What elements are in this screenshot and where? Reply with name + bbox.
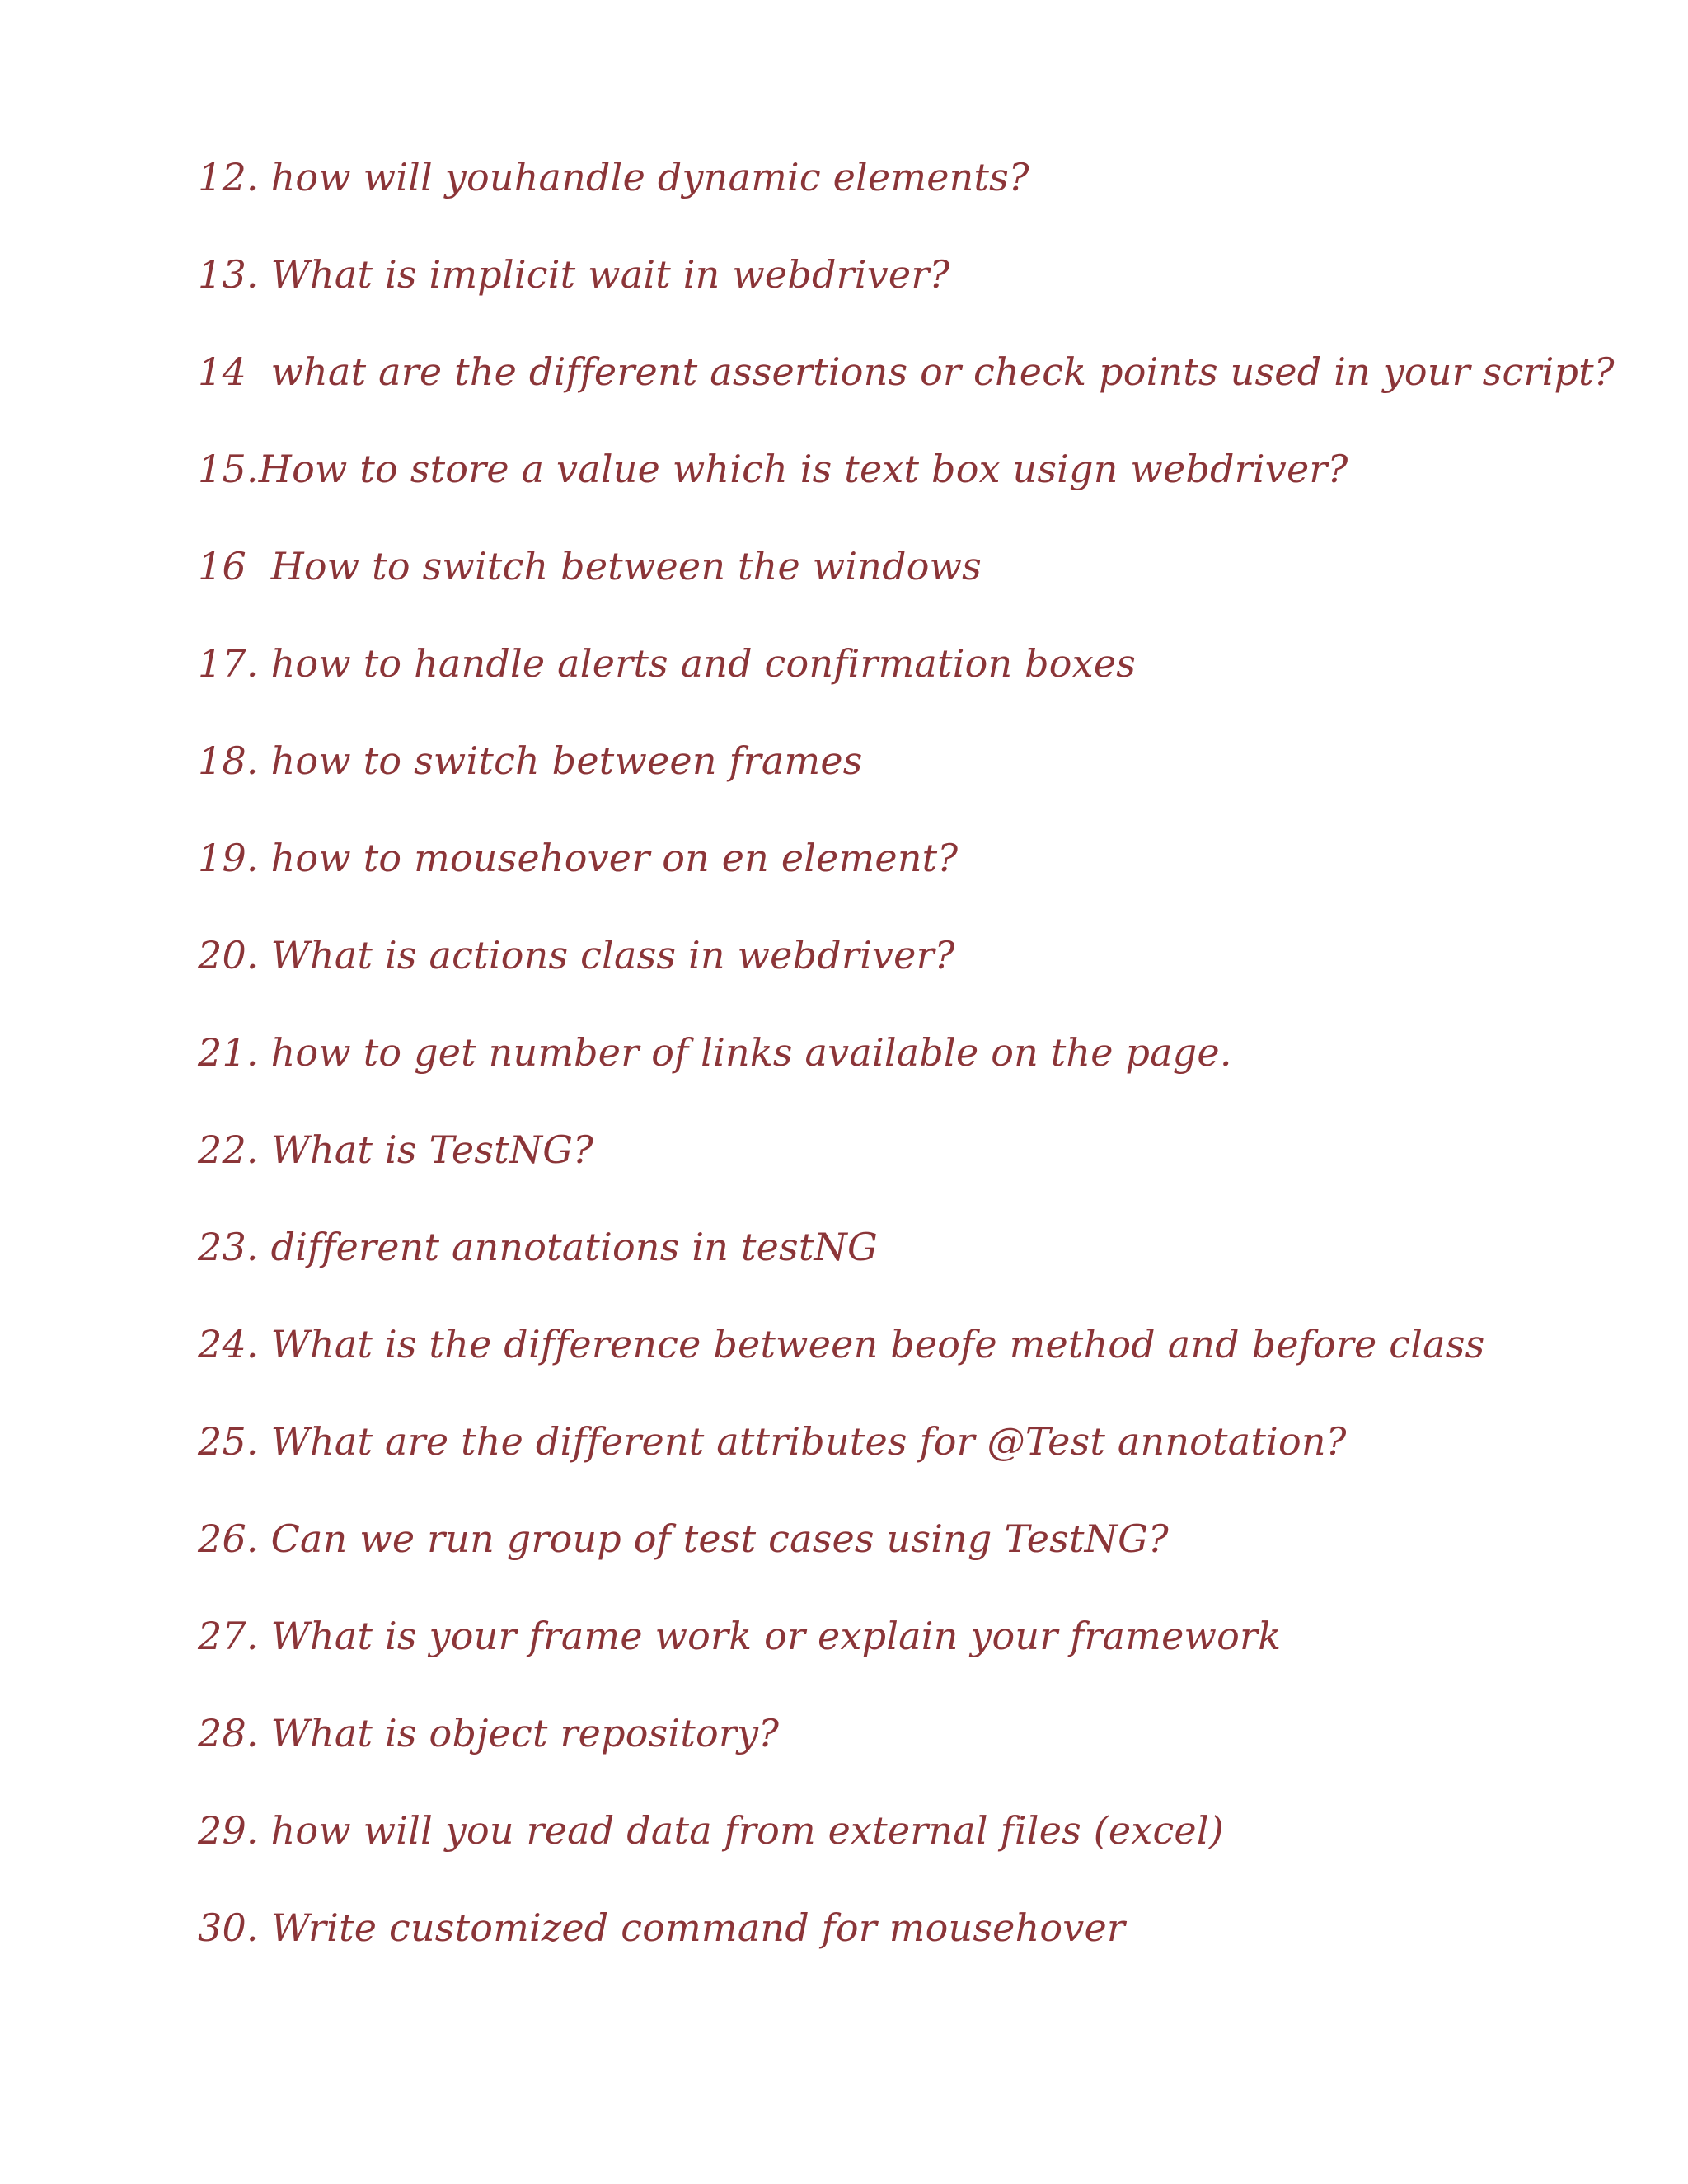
question-19: 19. how to mousehover on en element? [198, 836, 959, 880]
question-26: 26. Can we run group of test cases using TestNG? [198, 1516, 1169, 1561]
question-22: 22. What is TestNG? [198, 1127, 594, 1172]
question-21: 21. how to get number of links available on the page. [198, 1030, 1232, 1075]
question-30: 30. Write customized command for mousehover [198, 1905, 1126, 1950]
question-23: 23. different annotations in testNG [198, 1225, 878, 1269]
question-18: 18. how to switch between frames [198, 738, 863, 783]
question-29: 29. how will you read data from external files (excel) [198, 1808, 1224, 1853]
question-12: 12. how will youhandle dynamic elements? [198, 155, 1029, 199]
question-28: 28. What is object repository? [198, 1711, 780, 1755]
question-17: 17. how to handle alerts and confirmation boxes [198, 641, 1137, 686]
question-25: 25. What are the different attributes for @Test annotation? [198, 1419, 1347, 1464]
question-27: 27. What is your frame work or explain your framework [198, 1614, 1282, 1658]
question-list [198, 140, 1615, 1988]
question-24: 24. What is the difference between beofe method and before class [198, 1322, 1485, 1366]
question-15: 15.How to store a value which is text box usign webdriver? [198, 447, 1348, 491]
question-14: 14 what are the different assertions or check points used in your script? [198, 349, 1615, 394]
question-16: 16 How to switch between the windows [198, 544, 982, 588]
question-20: 20. What is actions class in webdriver? [198, 933, 955, 977]
question-13: 13. What is implicit wait in webdriver? [198, 252, 950, 297]
